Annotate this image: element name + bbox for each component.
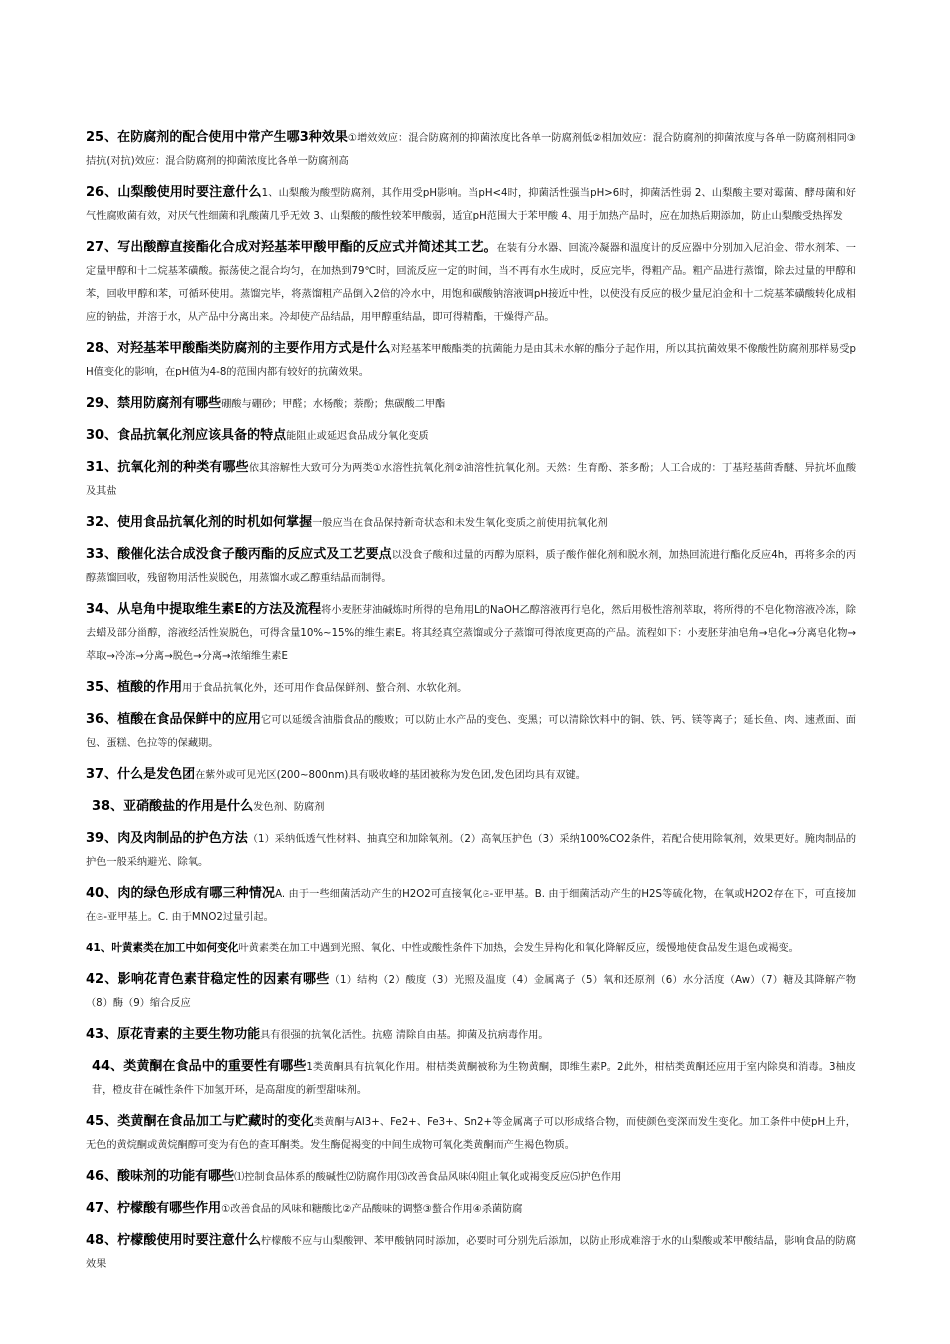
answer: 依其溶解性大致可分为两类①水溶性抗氧化剂②油溶性抗氧化剂。天然：生育酚、茶多酚；人工合成的：丁基羟基茴香醚、异抗坏血酸及其盐 [86,463,857,497]
answer: 类黄酮与Al3+、Fe2+、Fe3+、Sn2+等金属离子可以形成络合物，而使颜色变深而发生变化。加工条件中使pH上升，无色的黄烷酮或黄烷酮醇可变为有色的查耳酮类。发生酶促褐变的中间生成物可氧化类黄酮而产生褐色物质。 [86,1117,856,1151]
answer: 1、山梨酸为酸型防腐剂，其作用受pH影响。当pH<4时，抑菌活性强当pH>6时，抑菌活性弱 2、山梨酸主要对霉菌、酵母菌和好气性腐败菌有效，对厌气性细菌和乳酸菌几乎无效 3、山梨酸的酸性较苯甲酸弱，适宜pH范围大于苯甲酸 4、用于加热产品时，应在加热后期添加，防止山梨酸受热挥发 [86,188,856,222]
question: 33、酸催化法合成没食子酸丙酯的反应式及工艺要点 [86,547,392,562]
qa-item-41 [86,937,856,960]
answer: ①改善食品的风味和糖酸比②产品酸味的调整③螯合作用④杀菌防腐 [221,1204,523,1215]
question: 29、禁用防腐剂有哪些 [86,396,222,411]
qa-item-32 [86,511,856,535]
question: 44、类黄酮在食品中的重要性有哪些 [92,1059,307,1074]
answer: （1）采纳低透气性材料、抽真空和加除氧剂。（2）高氧压护色（3）采纳100%CO2条件，若配合使用除氧剂，效果更好。腌肉制品的护色一般采纳避光、除氧。 [86,834,857,868]
question: 26、山梨酸使用时要注意什么 [86,185,262,200]
qa-item-44 [86,1055,856,1102]
question: 42、影响花青色素苷稳定性的因素有哪些 [86,972,330,987]
answer: 叶黄素类在加工中遇到光照、氧化、中性或酸性条件下加热，会发生异构化和氧化降解反应，缓慢地使食品发生退色或褐变。 [238,943,799,954]
question: 40、肉的绿色形成有哪三种情况 [86,886,276,901]
qa-item-26 [86,181,856,228]
qa-item-28 [86,337,856,384]
qa-item-43 [86,1023,856,1047]
question: 25、在防腐剂的配合使用中常产生哪3种效果 [86,130,348,145]
document-page [86,126,856,1284]
qa-item-35 [86,676,856,700]
answer: 能阻止或延迟食品成分氧化变质 [286,431,429,442]
question: 35、植酸的作用 [86,680,183,695]
question: 28、对羟基苯甲酸酯类防腐剂的主要作用方式是什么 [86,341,391,356]
answer: 发色剂、防腐剂 [253,802,325,813]
answer: 1类黄酮具有抗氧化作用。柑桔类黄酮被称为生物黄酮，即维生素P。2此外，柑桔类黄酮还应用于室内除臭和消毒。3柚皮苷，橙皮苷在碱性条件下加氢开环，是高甜度的新型甜味剂。 [92,1062,856,1096]
qa-item-25 [86,126,856,173]
answer: ①增效效应：混合防腐剂的抑菌浓度比各单一防腐剂低②相加效应：混合防腐剂的抑菌浓度与各单一防腐剂相同③拮抗(对抗)效应：混合防腐剂的抑菌浓度比各单一防腐剂高 [86,133,856,167]
answer: 一般应当在食品保持新奇状态和未发生氧化变质之前使用抗氧化剂 [312,518,608,529]
qa-item-42 [86,968,856,1015]
question: 45、类黄酮在食品加工与贮藏时的变化 [86,1114,314,1129]
question: 43、原花青素的主要生物功能 [86,1027,261,1042]
question: 48、柠檬酸使用时要注意什么 [86,1233,262,1248]
answer: 它可以延缓含油脂食品的酸败；可以防止水产品的变色、变黑；可以清除饮料中的铜、铁、钙、镁等离子；延长鱼、肉、速煮面、面包、蛋糕、色拉等的保藏期。 [86,715,856,749]
answer: 在装有分水器、回流冷凝器和温度计的反应器中分别加入尼泊金、带水剂苯、一定量甲醇和十二烷基苯磺酸。振荡使之混合均匀，在加热到79℃时，回流反应一定的时间，当不再有水生成时，反应完毕，得粗产品。粗产品进行蒸馏，除去过量的甲醇和苯，回收甲醇和苯，可循环使用。蒸馏完毕，将蒸馏粗产品倒入2倍的冷水中，用饱和碳酸钠溶液调pH接近中性，以使没有反应的极少量尼泊金和十二烷基苯磺酸转化成相应的钠盐，并溶于水，从产品中分离出来。冷却使产品结晶，用甲醇重结晶，即可得精酯，干燥得产品。 [86,243,856,323]
answer: 用于食品抗氧化外，还可用作食品保鲜剂、螯合剂、水软化剂。 [182,683,468,694]
qa-item-48 [86,1229,856,1276]
question: 47、柠檬酸有哪些作用 [86,1201,222,1216]
qa-item-31 [86,456,856,503]
answer: 对羟基苯甲酸酯类的抗菌能力是由其未水解的酯分子起作用，所以其抗菌效果不像酸性防腐剂那样易受pH值变化的影响，在pH值为4-8的范围内都有较好的抗菌效果。 [86,344,856,378]
qa-item-45 [86,1110,856,1157]
qa-item-34 [86,598,856,668]
answer: 柠檬酸不应与山梨酸钾、苯甲酸钠同时添加，必要时可分别先后添加，以防止形成难溶于水的山梨酸或苯甲酸结晶，影响食品的防腐效果 [86,1236,856,1270]
qa-item-37 [86,763,856,787]
qa-item-33 [86,543,856,590]
qa-item-36 [86,708,856,755]
question: 31、抗氧化剂的种类有哪些 [86,460,249,475]
qa-item-30 [86,424,856,448]
question: 41、叶黄素类在加工中如何变化 [86,942,239,954]
question: 46、酸味剂的功能有哪些 [86,1169,235,1184]
question: 30、食品抗氧化剂应该具备的特点 [86,428,287,443]
answer: 将小麦胚芽油碱炼时所得的皂角用L的NaOH乙醇溶液再行皂化，然后用极性溶剂萃取，将所得的不皂化物溶液冷冻，除去蜡及部分甾醇，溶液经活性炭脱色，可得含量10%~15%的维生素E。将其经真空蒸馏或分子蒸馏可得浓度更高的产品。流程如下：小麦胚芽油皂角→皂化→分离皂化物→萃取→冷冻→分离→脱色→分离→浓缩维生素E [86,605,856,662]
answer: ⑴控制食品体系的酸碱性⑵防腐作用⑶改善食品风味⑷阻止氧化或褐变反应⑸护色作用 [234,1172,622,1183]
qa-item-46 [86,1165,856,1189]
qa-item-47 [86,1197,856,1221]
question: 38、亚硝酸盐的作用是什么 [92,799,254,814]
question: 39、肉及肉制品的护色方法 [86,831,248,846]
question: 34、从皂角中提取维生素E的方法及流程 [86,602,322,617]
qa-item-39 [86,827,856,874]
answer: 以没食子酸和过量的丙醇为原料，质子酸作催化剂和脱水剂，加热回流进行酯化反应4h，再将多余的丙醇蒸馏回收，残留物用活性炭脱色，用蒸馏水或乙醇重结晶而制得。 [86,550,857,584]
answer: 具有很强的抗氧化活性。抗癌 清除自由基。抑菌及抗病毒作用。 [260,1030,549,1041]
qa-item-40 [86,882,856,929]
question: 36、植酸在食品保鲜中的应用 [86,712,262,727]
question: 27、写出酸醇直接酯化合成对羟基苯甲酸甲酯的反应式并简述其工艺。 [86,240,497,255]
qa-item-29 [86,392,856,416]
answer: 在紫外或可见光区(200~800nm)具有吸收峰的基团被称为发色团,发色团均具有双键。 [195,770,586,781]
answer: （1）结构（2）酸度（3）光照及温度（4）金属离子（5）氧和还原剂（6）水分活度（Aw）（7）糖及其降解产物（8）酶（9）缩合反应 [86,975,856,1009]
qa-item-38 [86,795,856,819]
qa-item-27 [86,236,856,329]
question: 32、使用食品抗氧化剂的时机如何掌握 [86,515,313,530]
answer: A. 由于一些细菌活动产生的H2O2可直接氧化𝔖-亚甲基。B. 由于细菌活动产生的H2S等硫化物，在氧或H2O2存在下，可直接加在𝔖-亚甲基上。C. 由于MNO2过量引起。 [86,889,857,923]
answer: 硼酸与硼砂；甲醛；水杨酸；萘酚；焦碳酸二甲酯 [221,399,446,410]
question: 37、什么是发色团 [86,767,196,782]
